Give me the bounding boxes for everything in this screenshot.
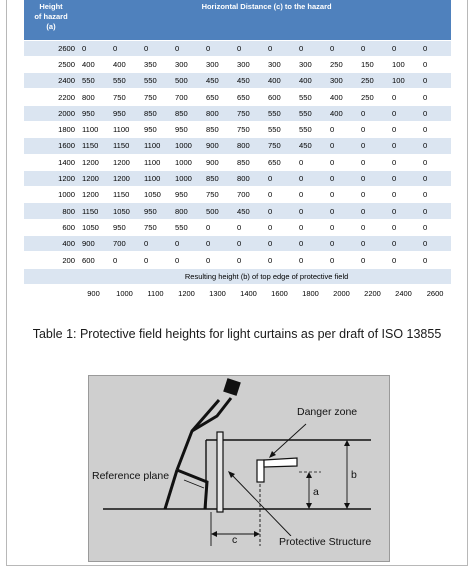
result-height-cell: 1800: [295, 284, 326, 302]
table-cell: 700: [109, 236, 140, 252]
table-cell: 450: [202, 73, 233, 89]
table-cell: 300: [326, 73, 357, 89]
table-cell: 1150: [109, 187, 140, 203]
header-corner-line: Height: [39, 2, 63, 11]
table-cell: 100: [388, 73, 419, 89]
result-height-cell: 1100: [140, 284, 171, 302]
table-cell: 0: [357, 138, 388, 154]
table-cell: 0: [326, 203, 357, 219]
danger-zone-label: Danger zone: [297, 406, 358, 418]
table-cell: 800: [233, 138, 264, 154]
table-row: [24, 170, 451, 186]
table-cell: 0: [357, 203, 388, 219]
table-cell: 550: [295, 105, 326, 121]
table-cell: 0: [388, 89, 419, 105]
table-row: [24, 187, 451, 203]
table-cell: 400: [109, 56, 140, 72]
table-cell: 0: [233, 252, 264, 268]
table-cell: 800: [233, 170, 264, 186]
table-cell: 950: [140, 121, 171, 137]
table-cell: 0: [419, 40, 451, 56]
table-cell: 0: [233, 219, 264, 235]
table-cell: 700: [233, 187, 264, 203]
table-cell: 0: [295, 252, 326, 268]
table-cell: 0: [388, 203, 419, 219]
table-cell: 0: [357, 219, 388, 235]
table-cell: 550: [264, 105, 295, 121]
table-cell: 750: [233, 121, 264, 137]
table-cell: 0: [295, 154, 326, 170]
table-cell: 0: [388, 40, 419, 56]
table-cell: 1200: [109, 154, 140, 170]
table-cell: 0: [357, 105, 388, 121]
table-cell: 300: [264, 56, 295, 72]
table-cell: 550: [78, 73, 109, 89]
table-row: [24, 219, 451, 235]
table-cell: 900: [202, 138, 233, 154]
table-cell: 0: [388, 187, 419, 203]
table-cell: 0: [326, 121, 357, 137]
table-cell: 750: [233, 105, 264, 121]
table-cell: 0: [264, 187, 295, 203]
table-cell: 950: [140, 203, 171, 219]
table-cell: 0: [326, 236, 357, 252]
result-height-cell: 1300: [202, 284, 233, 302]
hazard-height-cell: 400: [24, 236, 78, 252]
table-header-row: [24, 0, 451, 40]
hazard-height-cell: 1600: [24, 138, 78, 154]
table-cell: 750: [202, 187, 233, 203]
table-cell: 750: [109, 89, 140, 105]
table-cell: 550: [295, 121, 326, 137]
table-row: [24, 138, 451, 154]
reference-plane-label: Reference plane: [92, 470, 170, 482]
danger-zone-leader: [273, 424, 306, 454]
table-cell: 0: [171, 40, 202, 56]
table-cell: 0: [202, 219, 233, 235]
table-cell: 0: [419, 89, 451, 105]
table-row: [24, 40, 451, 56]
table-cell: 1050: [140, 187, 171, 203]
table-cell: 0: [357, 121, 388, 137]
table-cell: 1200: [78, 154, 109, 170]
table-cell: 650: [233, 89, 264, 105]
table-cell: 300: [171, 56, 202, 72]
table-cell: 0: [171, 252, 202, 268]
hazard-height-cell: 2600: [24, 40, 78, 56]
dimension-b-label: b: [351, 469, 357, 481]
hazard-height-cell: 1200: [24, 170, 78, 186]
table-cell: 150: [357, 56, 388, 72]
table-cell: 0: [140, 236, 171, 252]
table-cell: 1200: [78, 187, 109, 203]
table-cell: 0: [419, 121, 451, 137]
result-height-cell: 1200: [171, 284, 202, 302]
result-height-cell: 1600: [264, 284, 295, 302]
table-cell: 0: [419, 138, 451, 154]
table-cell: 1000: [171, 138, 202, 154]
hazard-height-cell: 200: [24, 252, 78, 268]
dimension-c-label: c: [232, 534, 238, 546]
table-cell: 0: [326, 187, 357, 203]
table-cell: 0: [295, 203, 326, 219]
table-cell: 750: [140, 219, 171, 235]
table-cell: 0: [202, 236, 233, 252]
table-cell: 0: [419, 170, 451, 186]
table-cell: 1100: [140, 170, 171, 186]
table-cell: 250: [326, 56, 357, 72]
protective-structure-leader: [231, 474, 291, 536]
table-cell: 300: [233, 56, 264, 72]
result-label-cell: Resulting height (b) of top edge of protective field: [78, 268, 451, 284]
table-cell: 650: [202, 89, 233, 105]
hazard-height-cell: 2400: [24, 73, 78, 89]
table-cell: 0: [357, 170, 388, 186]
table-cell: 800: [171, 203, 202, 219]
dimension-a-arrow-down: [306, 503, 312, 509]
hazard-height-cell: 1400: [24, 154, 78, 170]
table-cell: 1150: [78, 138, 109, 154]
header-corner-line: of hazard: [34, 12, 68, 21]
table-cell: 0: [140, 40, 171, 56]
table-cell: 0: [357, 187, 388, 203]
table-cell: 1100: [140, 154, 171, 170]
table-cell: 1050: [78, 219, 109, 235]
table-cell: 950: [171, 121, 202, 137]
result-height-cell: 2600: [419, 284, 451, 302]
table-cell: 0: [202, 40, 233, 56]
table-cell: 1100: [78, 121, 109, 137]
protective-structure-label: Protective Structure: [279, 536, 372, 548]
table-cell: 850: [202, 170, 233, 186]
table-cell: 0: [233, 236, 264, 252]
table-cell: 0: [388, 154, 419, 170]
table-cell: 0: [419, 219, 451, 235]
table-cell: 450: [233, 73, 264, 89]
hazard-height-cell: 600: [24, 219, 78, 235]
table-cell: 0: [264, 203, 295, 219]
table-cell: 0: [357, 40, 388, 56]
table-cell: 350: [140, 56, 171, 72]
table-cell: 0: [264, 40, 295, 56]
table-cell: 0: [171, 236, 202, 252]
table-cell: 1200: [109, 170, 140, 186]
table-cell: 0: [78, 40, 109, 56]
horizontal-distance-header: Horizontal Distance (c) to the hazard: [78, 0, 451, 40]
table-cell: 1000: [171, 154, 202, 170]
table-cell: 850: [202, 121, 233, 137]
table-cell: 0: [357, 252, 388, 268]
result-height-cell: 2000: [326, 284, 357, 302]
dimension-a-arrow-up: [306, 472, 312, 478]
person-head-icon: [223, 378, 241, 396]
table-cell: 1050: [109, 203, 140, 219]
table-cell: 450: [295, 138, 326, 154]
table-caption: Table 1: Protective field heights for light curtains as per draft of ISO 13855: [32, 327, 442, 341]
table-cell: 0: [419, 154, 451, 170]
table-row: [24, 89, 451, 105]
hazard-distance-table: [24, 0, 451, 303]
table-cell: 0: [326, 40, 357, 56]
table-cell: 1000: [171, 170, 202, 186]
table-cell: 0: [388, 236, 419, 252]
table-cell: 250: [357, 73, 388, 89]
table-cell: 1100: [140, 138, 171, 154]
table-cell: 0: [140, 252, 171, 268]
table-cell: 550: [171, 219, 202, 235]
table-cell: 0: [388, 105, 419, 121]
table-cell: 300: [295, 56, 326, 72]
table-cell: 0: [388, 170, 419, 186]
dimension-c-arrow-left: [211, 531, 217, 537]
table-cell: 0: [264, 219, 295, 235]
table-cell: 1150: [78, 203, 109, 219]
table-row: [24, 203, 451, 219]
table-cell: 0: [419, 56, 451, 72]
table-cell: 900: [78, 236, 109, 252]
table-cell: 550: [109, 73, 140, 89]
table-cell: 400: [78, 56, 109, 72]
hazard-height-cell: 1800: [24, 121, 78, 137]
table-cell: 0: [295, 40, 326, 56]
table-cell: 0: [388, 121, 419, 137]
table-cell: 0: [326, 138, 357, 154]
dimension-a-label: a: [313, 486, 319, 498]
result-label-row: [24, 268, 451, 284]
table-cell: 0: [264, 252, 295, 268]
table-cell: 0: [295, 187, 326, 203]
table-cell: 850: [171, 105, 202, 121]
protective-field-figure: [88, 375, 390, 562]
table-cell: 550: [264, 121, 295, 137]
table-cell: 400: [326, 89, 357, 105]
table-cell: 0: [388, 138, 419, 154]
person-torso-line: [177, 400, 219, 470]
table-cell: 300: [202, 56, 233, 72]
result-label-spacer: [24, 268, 78, 284]
hazard-bracket: [257, 460, 264, 482]
table-cell: 450: [233, 203, 264, 219]
hazard-arm: [264, 458, 297, 467]
table-cell: 750: [140, 89, 171, 105]
table-cell: 0: [233, 40, 264, 56]
table-cell: 0: [326, 219, 357, 235]
table-row: [24, 252, 451, 268]
table-row: [24, 56, 451, 72]
table-cell: 0: [419, 252, 451, 268]
table-row: [24, 154, 451, 170]
table-cell: 0: [264, 170, 295, 186]
table-cell: 0: [326, 170, 357, 186]
table-cell: 0: [295, 236, 326, 252]
table-cell: 0: [109, 40, 140, 56]
protective-structure-post: [217, 432, 223, 512]
result-values-spacer: [24, 284, 78, 302]
table-cell: 400: [264, 73, 295, 89]
table-cell: 0: [326, 252, 357, 268]
table-cell: 950: [109, 105, 140, 121]
table-cell: 500: [202, 203, 233, 219]
table-cell: 0: [419, 203, 451, 219]
table-cell: 0: [295, 170, 326, 186]
table-cell: 0: [202, 252, 233, 268]
person-front-leg-line: [177, 470, 207, 509]
table-cell: 0: [326, 154, 357, 170]
table-cell: 0: [388, 219, 419, 235]
result-height-cell: 1400: [233, 284, 264, 302]
table-cell: 1100: [109, 121, 140, 137]
table-cell: 600: [264, 89, 295, 105]
table-cell: 800: [202, 105, 233, 121]
table-row: [24, 121, 451, 137]
table-cell: 0: [388, 252, 419, 268]
table-cell: 250: [357, 89, 388, 105]
table-cell: 0: [419, 187, 451, 203]
table-cell: 1150: [109, 138, 140, 154]
table-cell: 0: [419, 105, 451, 121]
hazard-height-cell: 2500: [24, 56, 78, 72]
table-cell: 850: [233, 154, 264, 170]
table-cell: 0: [264, 236, 295, 252]
table-cell: 1200: [78, 170, 109, 186]
hazard-height-cell: 2200: [24, 89, 78, 105]
table-cell: 700: [171, 89, 202, 105]
table-cell: 550: [295, 89, 326, 105]
person-arm-line: [192, 398, 231, 431]
table-cell: 0: [357, 236, 388, 252]
table-cell: 950: [78, 105, 109, 121]
table-cell: 800: [78, 89, 109, 105]
result-height-cell: 2400: [388, 284, 419, 302]
table-row: [24, 105, 451, 121]
table-cell: 100: [388, 56, 419, 72]
table-cell: 650: [264, 154, 295, 170]
table-cell: 400: [326, 105, 357, 121]
table-cell: 0: [419, 236, 451, 252]
protective-field-diagram: [89, 376, 389, 561]
result-height-cell: 900: [78, 284, 109, 302]
result-values-row: [24, 284, 451, 302]
dimension-b-arrow-down: [344, 503, 350, 509]
dimension-b-arrow-up: [344, 440, 350, 446]
table-cell: 750: [264, 138, 295, 154]
table-cell: 950: [109, 219, 140, 235]
table-cell: 500: [171, 73, 202, 89]
table-cell: 0: [419, 73, 451, 89]
dimension-c-arrow-right: [254, 531, 260, 537]
hazard-height-cell: 2000: [24, 105, 78, 121]
table-cell: 0: [109, 252, 140, 268]
table-row: [24, 73, 451, 89]
table-cell: 600: [78, 252, 109, 268]
table-cell: 550: [140, 73, 171, 89]
result-height-cell: 1000: [109, 284, 140, 302]
table-cell: 850: [140, 105, 171, 121]
table-cell: 900: [202, 154, 233, 170]
table-cell: 0: [357, 154, 388, 170]
hazard-height-cell: 800: [24, 203, 78, 219]
table-row: [24, 236, 451, 252]
table-cell: 400: [295, 73, 326, 89]
height-of-hazard-header: [24, 0, 78, 40]
result-height-cell: 2200: [357, 284, 388, 302]
table-cell: 950: [171, 187, 202, 203]
table-cell: 0: [295, 219, 326, 235]
hazard-height-cell: 1000: [24, 187, 78, 203]
header-corner-line: (a): [46, 22, 56, 31]
